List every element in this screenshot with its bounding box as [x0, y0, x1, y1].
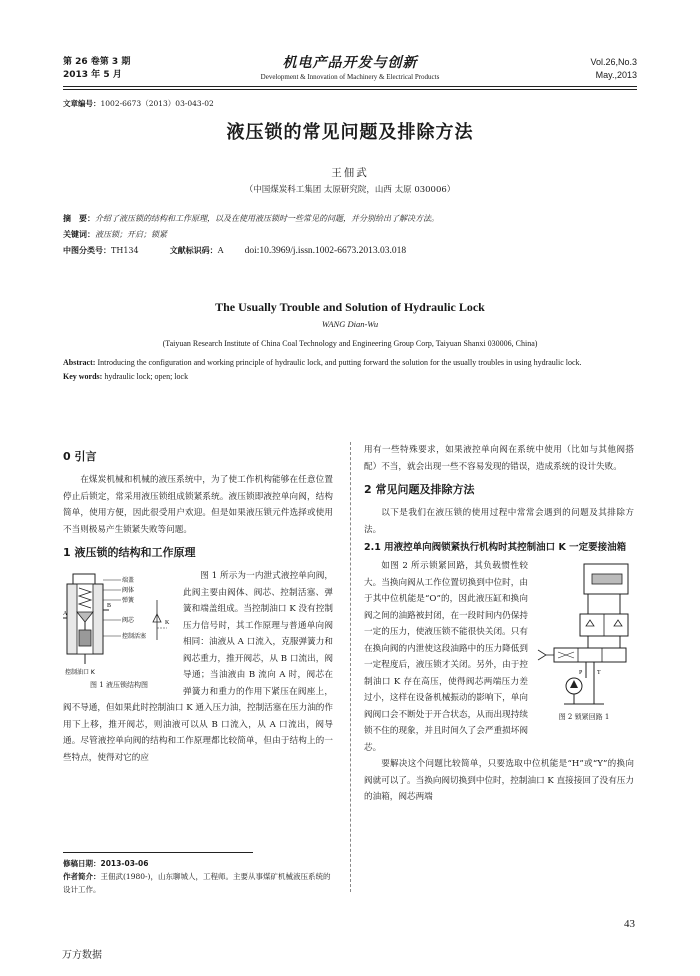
figure-2: [534, 560, 634, 722]
abstract-en-label: Abstract:: [63, 358, 96, 367]
section-2-1-paragraph-2: 要解决这个问题比较简单，只要选取中位机能是“H”或“Y”的换向阀就可以了。当换向阀切换到中位时，控制油口 K 直接接回了没有压力的油箱，阀芯两端: [364, 759, 634, 802]
keywords-cn: 液压锁；开启；锁紧: [95, 230, 167, 239]
abstract-cn-text: 介绍了液压锁的结构和工作原理，以及在使用液压锁时一些常见的问题，并分别给出了解决方法。: [95, 214, 439, 223]
fig1-port-b: B: [107, 603, 112, 609]
date-cn: 2013 年 5 月: [63, 70, 122, 80]
left-column: [63, 442, 333, 766]
clc-value: TH134: [111, 246, 139, 255]
fig1-symbol-k: K: [165, 620, 170, 626]
page-number: 43: [624, 918, 635, 930]
volume-cn: 第 26 卷第 3 期: [63, 57, 131, 67]
hydraulic-lock-diagram: [63, 570, 175, 678]
figure-2-caption: 图 2 锁紧回路 1: [558, 713, 610, 721]
fig1-label-body: 阀体: [122, 587, 135, 594]
section-1-paragraph-continued: 用有一些特殊要求，如果液控单向阀在系统中使用（比如与其他阀搭配）不当，就会出现一些不容易发现的错误，造成系统的设计失败。: [364, 445, 634, 472]
abstract-cn-label: 摘 要：: [63, 214, 95, 223]
doc-code-label: 文献标识码：: [169, 246, 218, 255]
section-2-paragraph: 以下是我们在液压锁的使用过程中常常会遇到的问题及其排除方法。: [364, 508, 634, 535]
figure-1-caption: 图 1 液压锁结构图: [90, 681, 148, 689]
keywords-en: hydraulic lock; open; lock: [102, 372, 189, 381]
fig1-label-spool: 阀芯: [122, 617, 135, 624]
paper-title-cn: 液压锁的常见问题及排除方法: [226, 122, 474, 143]
section-2-1-heading: 2.1 用液控单向阀锁紧执行机构时其控制油口 K 一定要接油箱: [364, 542, 627, 553]
date-en: May.,2013: [595, 70, 637, 80]
journal-name-en: Development & Innovation of Machinery & Electrical Products: [260, 73, 440, 81]
header-issue-cn: [63, 56, 130, 82]
received-date-line: [63, 857, 333, 870]
fig1-label-control-port: 控制油口 K: [65, 669, 95, 676]
section-1-paragraph: 图 1 所示为一内泄式液控单向阀，此阀主要由阀体、阀芯、控制活塞、弹簧和端盖组成。当控制油口 K 没有控制压力信号时，其工作原理与普通单向阀相同：油液从 A 口流入，克服弹簧力和阀芯重力，推开阀芯，从 B 口流出，阀导通；当油液由 B 流向 A 时，阀芯在弹簧力和重力的作用下紧压在阀座上，阀不导通，但如果此时控制油口 K 通入压力油，控制活塞在压力油的作用下上移，推开阀芯，则油液可以从 B 口流入，从 A 口流出，阀导通。尽管液控单向阀的结构和工作原理都比较简单，但由于结构上的一些特点，使得对它的应: [63, 571, 333, 763]
affiliation-cn: （中国煤炭科工集团 太原研究院，山西 太原 030006）: [244, 185, 456, 195]
doc-code-value: A: [217, 246, 224, 255]
clc-label: 中图分类号：: [63, 246, 111, 255]
section-0-paragraph: 在煤炭机械和机械的液压系统中，为了使工作机构能够在任意位置停止后锁定，常采用液压锁组成锁紧系统。液压锁即液控单向阀，结构简单，使用方便，因此很受用户欢迎。但是如果液压锁元件选择或使用不当则极易产生锁紧失败等问题。: [63, 475, 333, 535]
received-date: 2013-03-06: [100, 859, 149, 868]
fig1-label-piston: 控制活塞: [122, 633, 147, 640]
doi: doi:10.3969/j.issn.1002-6673.2013.03.018: [244, 246, 407, 256]
section-1-heading: 1 液压锁的结构和工作原理: [63, 546, 196, 559]
affiliation-en: (Taiyuan Research Institute of China Coal Technology and Engineering Group Corp, Taiyuan Shanxi 030006, China): [162, 339, 538, 348]
abstract-cn-line: [63, 211, 637, 227]
keywords-cn-line: [63, 227, 637, 243]
fig1-port-a: A: [63, 611, 68, 617]
section-2-heading: 2 常见问题及排除方法: [364, 483, 475, 496]
fig1-label-cap: 端盖: [122, 577, 135, 584]
abstract-cn: [63, 211, 637, 259]
header-rule-thin: [63, 89, 637, 90]
fig2-port-t: T: [597, 670, 601, 676]
fig2-port-p: P: [579, 670, 583, 676]
abstract-en-text: Introducing the configuration and working principle of hydraulic lock, and putting forward the solution for the usually troubles in using hydraulic lock.: [95, 358, 582, 367]
received-date-label: 修稿日期：: [63, 859, 101, 868]
figure-1: [63, 570, 175, 690]
abstract-en: [63, 356, 637, 384]
keywords-en-line: [63, 370, 637, 384]
paper-title-en: The Usually Trouble and Solution of Hydraulic Lock: [215, 300, 485, 314]
abstract-en-line: [63, 356, 637, 370]
journal-title: [200, 52, 500, 81]
keywords-en-label: Key words:: [63, 372, 103, 381]
author-en: WANG Dian-Wu: [321, 319, 379, 329]
classification-line: [63, 243, 637, 259]
author-bio: 王佃武(1980-)，山东聊城人，工程师。主要从事煤矿机械液压系统的设计工作。: [63, 872, 331, 894]
watermark-text: 万方数据: [62, 950, 102, 961]
author-bio-line: [63, 870, 333, 896]
footnote: [63, 852, 333, 896]
fig1-label-spring: 弹簧: [122, 597, 135, 604]
column-divider: [350, 442, 351, 892]
journal-name-cn: 机电产品开发与创新: [282, 55, 418, 71]
author-cn: 王佃武: [331, 167, 369, 179]
check-valve-symbol: [153, 600, 170, 640]
header-issue-en: [590, 56, 637, 82]
author-bio-label: 作者简介：: [63, 872, 101, 881]
article-number: [63, 98, 214, 109]
lock-circuit-diagram: [534, 560, 634, 710]
article-number-value: 1002-6673（2013）03-043-02: [100, 99, 214, 108]
header-rule: [63, 86, 637, 87]
section-0-heading: 0 引言: [63, 450, 97, 463]
right-column: [364, 442, 634, 806]
footnote-rule: [63, 852, 253, 853]
keywords-cn-label: 关键词：: [63, 230, 95, 239]
article-number-label: 文章编号：: [63, 99, 101, 108]
section-2-1-paragraph-1: 如图 2 所示锁紧回路，其负载惯性较大。当换向阀从工作位置切换到中位时，由于其中位机能是“O”的，因此液压缸和换向阀之间的油路被封闭，在一段时间内仍保持一定的压力，使液压锁不能很快关闭。只有在换向阀的内泄使这段油路中的压力降低到一定程度后，液压锁才关闭。另外，由于控制油口 K 存在高压，使得阀芯两端压力差过小，这样在设备机械振动的影响下，单向阀阀口会不断处于开合状态，从而出现持续锁不住的现象，并且时间久了会严重损坏阀芯。: [364, 561, 528, 753]
volume-en: Vol.26,No.3: [590, 57, 637, 67]
